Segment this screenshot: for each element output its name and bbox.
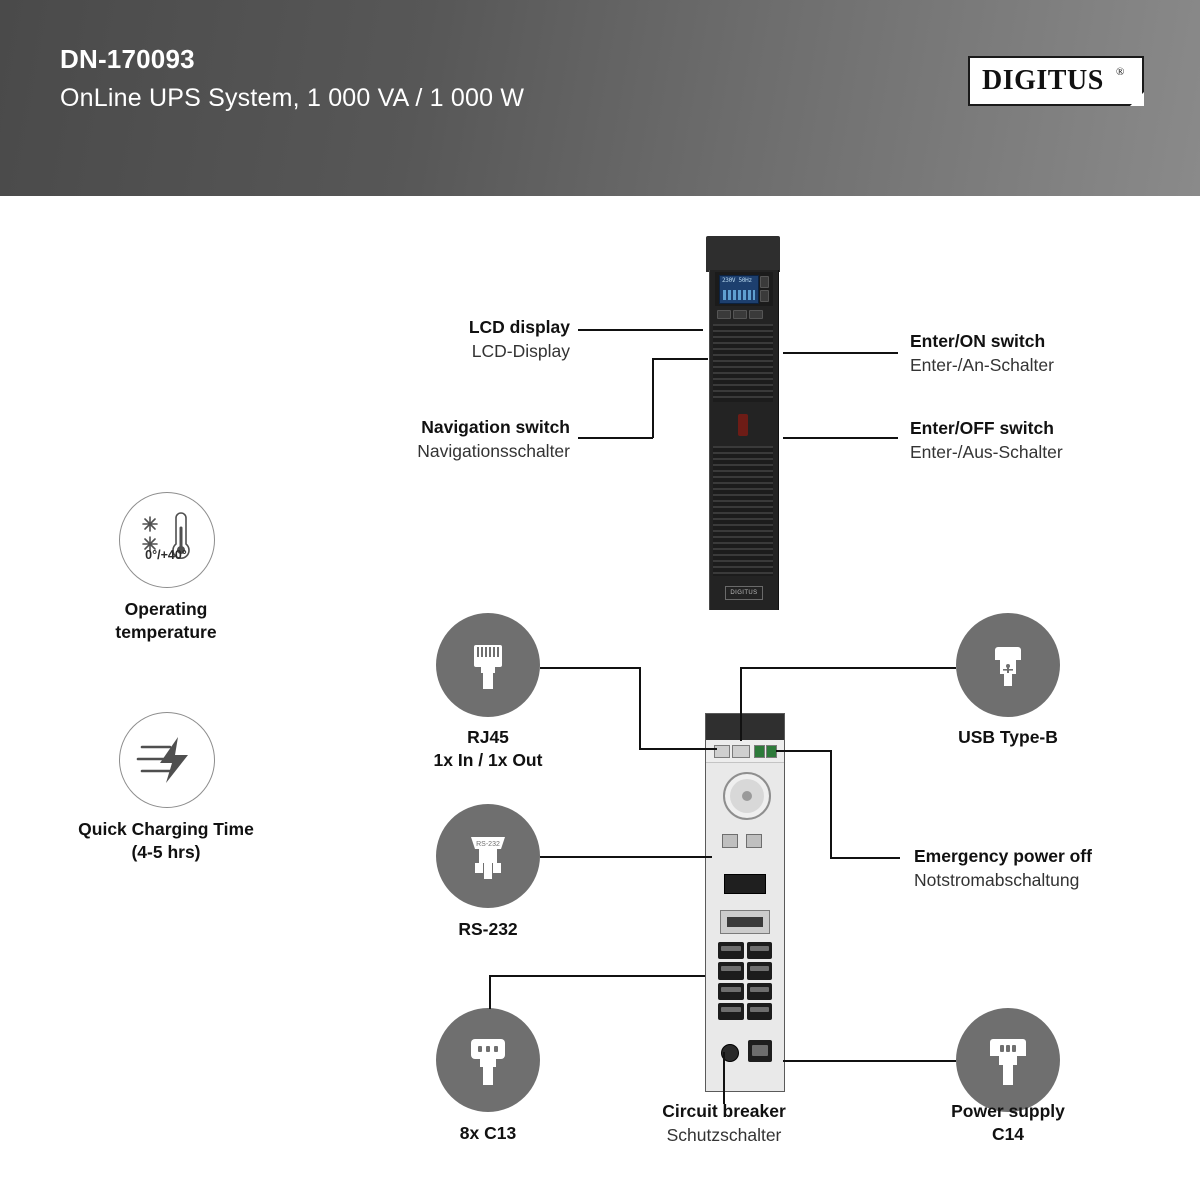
callout-emergency-power-off-de: Notstromabschaltung <box>914 869 1080 890</box>
leader-enter-on <box>783 352 898 354</box>
rs232-port[interactable] <box>732 745 750 758</box>
c13-icon-circle <box>436 1008 540 1112</box>
quick-charging-line2: (4-5 hrs) <box>131 841 201 862</box>
callout-circuit-breaker <box>612 1100 836 1147</box>
leader-lcd <box>578 329 703 331</box>
usb-type-b-caption-line1: USB Type-B <box>958 727 1058 747</box>
c13-outlet[interactable] <box>747 983 773 1000</box>
c13-outlet[interactable] <box>718 942 744 959</box>
leader-rj45-v <box>639 667 641 749</box>
leader-c13-h <box>489 975 705 977</box>
logo-registered-mark: ® <box>1116 66 1125 78</box>
leader-nav-h2 <box>652 358 708 360</box>
c13-outlet[interactable] <box>747 1003 773 1020</box>
enter-off-switch[interactable] <box>760 290 769 302</box>
quick-charging-caption <box>26 818 306 864</box>
rj45-caption-line1: RJ45 <box>467 727 509 747</box>
navigation-switch-down[interactable] <box>733 310 747 319</box>
rj45-caption <box>388 726 588 772</box>
callout-lcd-display-en: LCD display <box>468 317 570 337</box>
usb-type-b-caption <box>908 726 1108 749</box>
rear-top-strip <box>706 714 784 740</box>
page-title: DN-170093 <box>60 44 195 74</box>
svg-text:RS-232: RS-232 <box>476 841 500 848</box>
callout-emergency-power-off-en: Emergency power off <box>914 846 1092 866</box>
leader-nav-h <box>578 437 653 439</box>
ups-top-cap <box>706 236 780 272</box>
leader-c13-v <box>489 975 491 1009</box>
cooling-fan <box>723 772 771 820</box>
emergency-power-off-port[interactable] <box>754 745 765 758</box>
callout-enter-on-switch <box>910 330 1054 377</box>
operating-temperature-value: 0°/+40° <box>145 548 187 562</box>
digitus-logo <box>968 56 1144 106</box>
leader-epo-h2 <box>830 857 900 859</box>
quick-charging-icon-circle <box>119 712 215 808</box>
rs232-icon-circle <box>436 804 540 908</box>
callout-enter-on-switch-en: Enter/ON switch <box>910 331 1046 351</box>
rs232-icon <box>455 823 521 889</box>
callout-circuit-breaker-de: Schutzschalter <box>666 1124 782 1145</box>
ups-front-view <box>703 236 783 610</box>
c14-caption-line2: C14 <box>991 1123 1025 1144</box>
rj45-icon <box>456 633 520 697</box>
leader-epo-h1 <box>776 750 831 752</box>
page-header <box>0 0 1200 196</box>
rj45-out-port[interactable] <box>746 834 762 848</box>
leader-rj45-h1 <box>540 667 640 669</box>
c13-outlet[interactable] <box>718 1003 744 1020</box>
rear-expansion-slot <box>720 910 770 934</box>
leader-c14-h <box>783 1060 956 1062</box>
rj45-in-port[interactable] <box>722 834 738 848</box>
callout-emergency-power-off <box>914 845 1092 892</box>
callout-navigation-switch-de: Navigationsschalter <box>417 440 570 461</box>
usb-type-b-port[interactable] <box>714 745 730 758</box>
usb-type-b-icon <box>976 633 1040 697</box>
c14-icon-circle <box>956 1008 1060 1112</box>
c13-outlet[interactable] <box>718 983 744 1000</box>
c13-caption-line1: 8x C13 <box>459 1123 517 1143</box>
ups-rear-view <box>705 713 785 1092</box>
front-vent-upper <box>713 324 773 402</box>
leader-usb-v <box>740 667 742 741</box>
quick-charging-line1: Quick Charging Time <box>78 819 254 839</box>
navigation-switch-up[interactable] <box>717 310 731 319</box>
c13-outlet[interactable] <box>747 942 773 959</box>
navigation-switch-select[interactable] <box>749 310 763 319</box>
callout-navigation-switch-en: Navigation switch <box>421 417 570 437</box>
callout-navigation-switch <box>318 416 570 463</box>
status-led <box>738 414 748 436</box>
lcd-load-bars <box>723 290 755 300</box>
leader-rs232-h <box>540 856 712 858</box>
leader-usb-h <box>740 667 956 669</box>
c13-outlet[interactable] <box>747 962 773 979</box>
usb-type-b-icon-circle <box>956 613 1060 717</box>
c13-caption <box>408 1122 568 1145</box>
leader-enter-off <box>783 437 898 439</box>
operating-temperature-line2: temperature <box>115 621 217 642</box>
rear-port-row <box>706 740 784 763</box>
operating-temperature-caption <box>46 598 286 644</box>
operating-temperature-line1: Operating <box>124 599 208 619</box>
c13-connector-icon <box>455 1027 521 1093</box>
lcd-readout: 230V 50Hz <box>722 277 752 284</box>
c14-caption-line1: Power supply <box>951 1101 1065 1121</box>
fast-charge-bolt-icon <box>130 723 204 797</box>
c13-outlet-group <box>718 942 772 1020</box>
callout-enter-off-switch <box>910 417 1063 464</box>
c13-outlet[interactable] <box>718 962 744 979</box>
c14-power-cable-icon <box>975 1027 1041 1093</box>
leader-nav-v <box>652 358 654 438</box>
front-brand-badge: DIGITUS <box>725 586 763 600</box>
leader-rj45-h2 <box>639 748 717 750</box>
logo-corner-notch <box>1130 92 1144 106</box>
front-vent-lower <box>713 446 773 576</box>
thermometer-snowflake-icon <box>131 504 203 576</box>
rear-label-plate <box>724 874 766 894</box>
callout-enter-off-switch-en: Enter/OFF switch <box>910 418 1054 438</box>
callout-enter-on-switch-de: Enter-/An-Schalter <box>910 354 1054 375</box>
leader-epo-v <box>830 750 832 858</box>
operating-temperature-icon-circle <box>119 492 215 588</box>
page-subtitle: OnLine UPS System, 1 000 VA / 1 000 W <box>60 84 525 112</box>
rj45-caption-line2: 1x In / 1x Out <box>433 749 543 770</box>
rs232-caption <box>408 918 568 941</box>
callout-enter-off-switch-de: Enter-/Aus-Schalter <box>910 441 1063 462</box>
enter-on-switch[interactable] <box>760 276 769 288</box>
c14-power-inlet[interactable] <box>748 1040 772 1062</box>
callout-circuit-breaker-en: Circuit breaker <box>662 1101 786 1121</box>
rs232-caption-line1: RS-232 <box>458 919 518 939</box>
c14-caption <box>908 1100 1108 1146</box>
leader-breaker-v <box>723 1052 725 1104</box>
callout-lcd-display-de: LCD-Display <box>471 340 570 361</box>
lcd-display-screen <box>719 275 759 304</box>
callout-lcd-display <box>318 316 570 363</box>
rj45-icon-circle <box>436 613 540 717</box>
logo-wordmark: DIGITUS <box>982 65 1104 96</box>
